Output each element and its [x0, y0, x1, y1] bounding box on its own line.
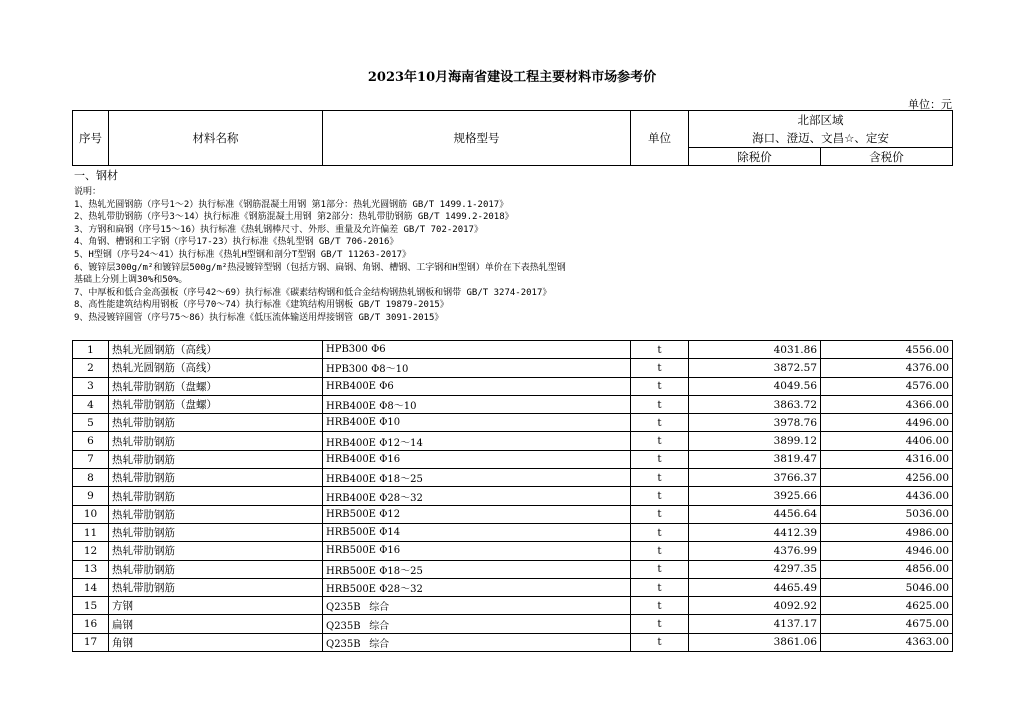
table-row: [73, 395, 953, 413]
note-line: 说明：: [74, 187, 102, 197]
note-line: 2、热轧带肋钢筋（序号3～14）执行标准《钢筋混凝土用钢 第2部分：热轧带肋钢筋 GB/T 1499.2-2018》: [74, 212, 514, 223]
table-row: [73, 578, 953, 596]
row-size: Φ8～10: [371, 364, 409, 376]
row-price-ex-tax: 4456.64: [689, 505, 821, 523]
row-price-ex-tax: 4297.35: [689, 560, 821, 578]
table-row: [73, 359, 953, 377]
row-spec: [323, 505, 631, 523]
table-row: [73, 469, 953, 487]
row-price-inc-tax: 4316.00: [821, 450, 953, 468]
note-line: 5、H型钢（序号24～41）执行标准《热轧H型钢和剖分T型钢 GB/T 11263-2017》: [74, 249, 412, 260]
row-size: Φ8～10: [379, 401, 417, 413]
table-row: [73, 523, 953, 541]
row-unit: t: [631, 560, 689, 578]
row-index: 6: [73, 432, 109, 450]
row-index: 13: [73, 560, 109, 578]
row-spec: [323, 341, 631, 359]
row-unit: t: [631, 505, 689, 523]
header-price-ex-tax: 除税价: [689, 148, 821, 166]
table-row: [73, 615, 953, 633]
row-price-ex-tax: 4092.92: [689, 597, 821, 615]
row-price-inc-tax: 4256.00: [821, 469, 953, 487]
row-price-inc-tax: 5046.00: [821, 578, 953, 596]
row-material-name: 热轧带肋钢筋: [109, 487, 323, 505]
row-index: 12: [73, 542, 109, 560]
header-unit: 单位: [631, 111, 689, 166]
header-spec: 规格型号: [323, 111, 631, 166]
row-price-ex-tax: 4465.49: [689, 578, 821, 596]
row-price-inc-tax: 4376.00: [821, 359, 953, 377]
row-price-inc-tax: 4986.00: [821, 523, 953, 541]
row-spec: [323, 542, 631, 560]
row-spec: [323, 469, 631, 487]
row-grade: HRB500E: [326, 527, 376, 539]
row-price-ex-tax: 3925.66: [689, 487, 821, 505]
row-spec: [323, 377, 631, 395]
row-price-ex-tax: 3872.57: [689, 359, 821, 377]
row-index: 10: [73, 505, 109, 523]
row-size: Φ12: [379, 508, 401, 520]
row-price-ex-tax: 4137.17: [689, 615, 821, 633]
row-price-inc-tax: 4406.00: [821, 432, 953, 450]
note-line: 4、角钢、槽钢和工字钢（序号17-23）执行标准《热轧型钢 GB/T 706-2016》: [74, 237, 399, 248]
row-material-name: 热轧带肋钢筋: [109, 523, 323, 541]
row-unit: t: [631, 523, 689, 541]
header-index: 序号: [73, 111, 109, 166]
row-unit: t: [631, 615, 689, 633]
note-line: 8、高性能建筑结构用钢板（序号70～74）执行标准《建筑结构用钢板 GB/T 19879-2015》: [74, 300, 449, 311]
table-header: [72, 110, 953, 166]
row-grade: Q235B: [326, 638, 361, 650]
row-unit: t: [631, 487, 689, 505]
row-price-inc-tax: 4366.00: [821, 395, 953, 413]
row-size: Φ18～25: [379, 565, 423, 577]
table-row: [73, 450, 953, 468]
row-spec: [323, 597, 631, 615]
row-spec: [323, 432, 631, 450]
row-price-inc-tax: 4946.00: [821, 542, 953, 560]
note-line: 1、热轧光圆钢筋（序号1～2）执行标准《钢筋混凝土用钢 第1部分：热轧光圆钢筋 GB/T 1499.1-2017》: [74, 199, 509, 210]
row-grade: HRB500E: [326, 584, 376, 595]
row-material-name: 角钢: [109, 633, 323, 651]
row-grade: HRB500E: [326, 565, 376, 577]
row-price-ex-tax: 4376.99: [689, 542, 821, 560]
row-material-name: 热轧带肋钢筋: [109, 542, 323, 560]
row-index: 17: [73, 633, 109, 651]
row-price-inc-tax: 4576.00: [821, 377, 953, 395]
row-material-name: 热轧光圆钢筋（高线）: [109, 341, 323, 359]
row-material-name: 方钢: [109, 597, 323, 615]
row-grade: HRB400E: [326, 437, 376, 449]
row-spec: [323, 414, 631, 432]
row-unit: t: [631, 414, 689, 432]
note-line: 3、方钢和扁钢（序号15～16）执行标准《热轧钢棒尺寸、外形、重量及允许偏差 GB/T 702-2017》: [74, 224, 483, 235]
notes: [74, 186, 954, 325]
row-index: 11: [73, 523, 109, 541]
row-grade: HRB400E: [326, 417, 376, 429]
row-size: Φ6: [371, 344, 386, 356]
row-price-ex-tax: 3819.47: [689, 450, 821, 468]
row-unit: t: [631, 469, 689, 487]
table-row: [73, 487, 953, 505]
row-price-inc-tax: 4496.00: [821, 414, 953, 432]
row-index: 8: [73, 469, 109, 487]
row-index: 14: [73, 578, 109, 596]
row-unit: t: [631, 542, 689, 560]
note-line: 9、热浸镀锌圆管（序号75～86）执行标准《低压流体输送用焊接钢管 GB/T 3091-2015》: [74, 312, 444, 323]
note-line: 基础上分别上调30%和50%。: [74, 275, 188, 286]
table-row: [73, 505, 953, 523]
row-size: Φ28～32: [379, 492, 423, 504]
unit-label: 单位：元: [908, 98, 952, 111]
row-index: 16: [73, 615, 109, 633]
row-size: Φ14: [379, 527, 401, 539]
table-row: [73, 432, 953, 450]
row-material-name: 热轧带肋钢筋: [109, 560, 323, 578]
row-price-ex-tax: 4049.56: [689, 377, 821, 395]
row-index: 5: [73, 414, 109, 432]
row-price-inc-tax: 4856.00: [821, 560, 953, 578]
note-line: 6、镀锌层300g/m²和镀锌层500g/m²热浸镀锌型钢（包括方钢、扁钢、角钢、槽钢、工字钢和H型钢）单价在下表热轧型钢: [74, 262, 566, 273]
row-grade: HPB300: [326, 364, 368, 376]
row-spec: [323, 487, 631, 505]
row-unit: t: [631, 377, 689, 395]
row-material-name: 热轧带肋钢筋: [109, 432, 323, 450]
row-price-inc-tax: 4625.00: [821, 597, 953, 615]
row-spec: [323, 395, 631, 413]
row-grade: HRB400E: [326, 474, 376, 486]
table-row: [73, 377, 953, 395]
row-grade: HRB500E: [326, 508, 376, 520]
row-grade: Q235B: [326, 602, 361, 614]
table-row: [73, 341, 953, 359]
row-price-ex-tax: 3899.12: [689, 432, 821, 450]
header-name: 材料名称: [109, 111, 323, 166]
row-price-ex-tax: 3766.37: [689, 469, 821, 487]
row-size: Φ12～14: [379, 437, 423, 449]
row-grade: HRB500E: [326, 545, 376, 557]
row-price-ex-tax: 4412.39: [689, 523, 821, 541]
row-size: Φ16: [379, 545, 401, 557]
row-spec: [323, 560, 631, 578]
row-spec: [323, 359, 631, 377]
row-material-name: 热轧光圆钢筋（高线）: [109, 359, 323, 377]
row-unit: t: [631, 341, 689, 359]
row-index: 7: [73, 450, 109, 468]
row-price-ex-tax: 4031.86: [689, 341, 821, 359]
row-material-name: 热轧带肋钢筋: [109, 578, 323, 596]
row-material-name: 热轧带肋钢筋: [109, 414, 323, 432]
row-price-ex-tax: 3863.72: [689, 395, 821, 413]
row-spec: [323, 633, 631, 651]
table-row: [73, 597, 953, 615]
row-grade: Q235B: [326, 620, 361, 632]
table-row: [73, 560, 953, 578]
row-unit: t: [631, 432, 689, 450]
row-material-name: 热轧带肋钢筋: [109, 469, 323, 487]
row-price-ex-tax: 3861.06: [689, 633, 821, 651]
row-grade: HPB300: [326, 344, 368, 356]
row-spec: [323, 615, 631, 633]
table-row: [73, 414, 953, 432]
page-title: 2023年10月海南省建设工程主要材料市场参考价: [367, 70, 657, 85]
section-title: 一、钢材: [74, 169, 118, 182]
row-spec: [323, 523, 631, 541]
note-line: 7、中厚板和低合金高强板（序号42～69）执行标准《碳素结构钢和低合金结构钢热轧钢板和钢带 GB/T 3274-2017》: [74, 287, 552, 298]
row-unit: t: [631, 597, 689, 615]
row-size: Φ18～25: [379, 474, 423, 486]
row-spec: [323, 450, 631, 468]
row-index: 9: [73, 487, 109, 505]
row-size: Φ6: [379, 380, 394, 392]
row-spec: [323, 578, 631, 596]
header-price-inc-tax: 含税价: [821, 148, 953, 166]
row-unit: t: [631, 633, 689, 651]
row-price-inc-tax: 5036.00: [821, 505, 953, 523]
row-unit: t: [631, 359, 689, 377]
row-index: 15: [73, 597, 109, 615]
row-material-name: 热轧带肋钢筋: [109, 505, 323, 523]
table-row: [73, 633, 953, 651]
row-index: 3: [73, 377, 109, 395]
header-cities: 海口、澄迈、文昌☆、定安: [689, 130, 953, 148]
row-size: 综合: [369, 620, 390, 632]
row-unit: t: [631, 450, 689, 468]
table-row: [73, 542, 953, 560]
row-material-name: 热轧带肋钢筋（盘螺）: [109, 395, 323, 413]
row-unit: t: [631, 395, 689, 413]
row-size: 综合: [369, 638, 390, 650]
row-material-name: 扁钢: [109, 615, 323, 633]
row-index: 1: [73, 341, 109, 359]
row-grade: HRB400E: [326, 380, 376, 392]
row-index: 2: [73, 359, 109, 377]
row-price-inc-tax: 4675.00: [821, 615, 953, 633]
row-price-ex-tax: 3978.76: [689, 414, 821, 432]
row-size: 综合: [369, 602, 390, 614]
row-size: Φ16: [379, 453, 401, 465]
row-size: Φ10: [379, 417, 401, 429]
row-size: Φ28～32: [379, 584, 423, 595]
row-material-name: 热轧带肋钢筋（盘螺）: [109, 377, 323, 395]
row-grade: HRB400E: [326, 401, 376, 413]
row-price-inc-tax: 4436.00: [821, 487, 953, 505]
row-material-name: 热轧带肋钢筋: [109, 450, 323, 468]
row-index: 4: [73, 395, 109, 413]
price-table: [72, 340, 953, 652]
row-unit: t: [631, 578, 689, 596]
header-region: 北部区域: [689, 111, 953, 130]
row-price-inc-tax: 4556.00: [821, 341, 953, 359]
row-grade: HRB400E: [326, 492, 376, 504]
row-grade: HRB400E: [326, 453, 376, 465]
row-price-inc-tax: 4363.00: [821, 633, 953, 651]
